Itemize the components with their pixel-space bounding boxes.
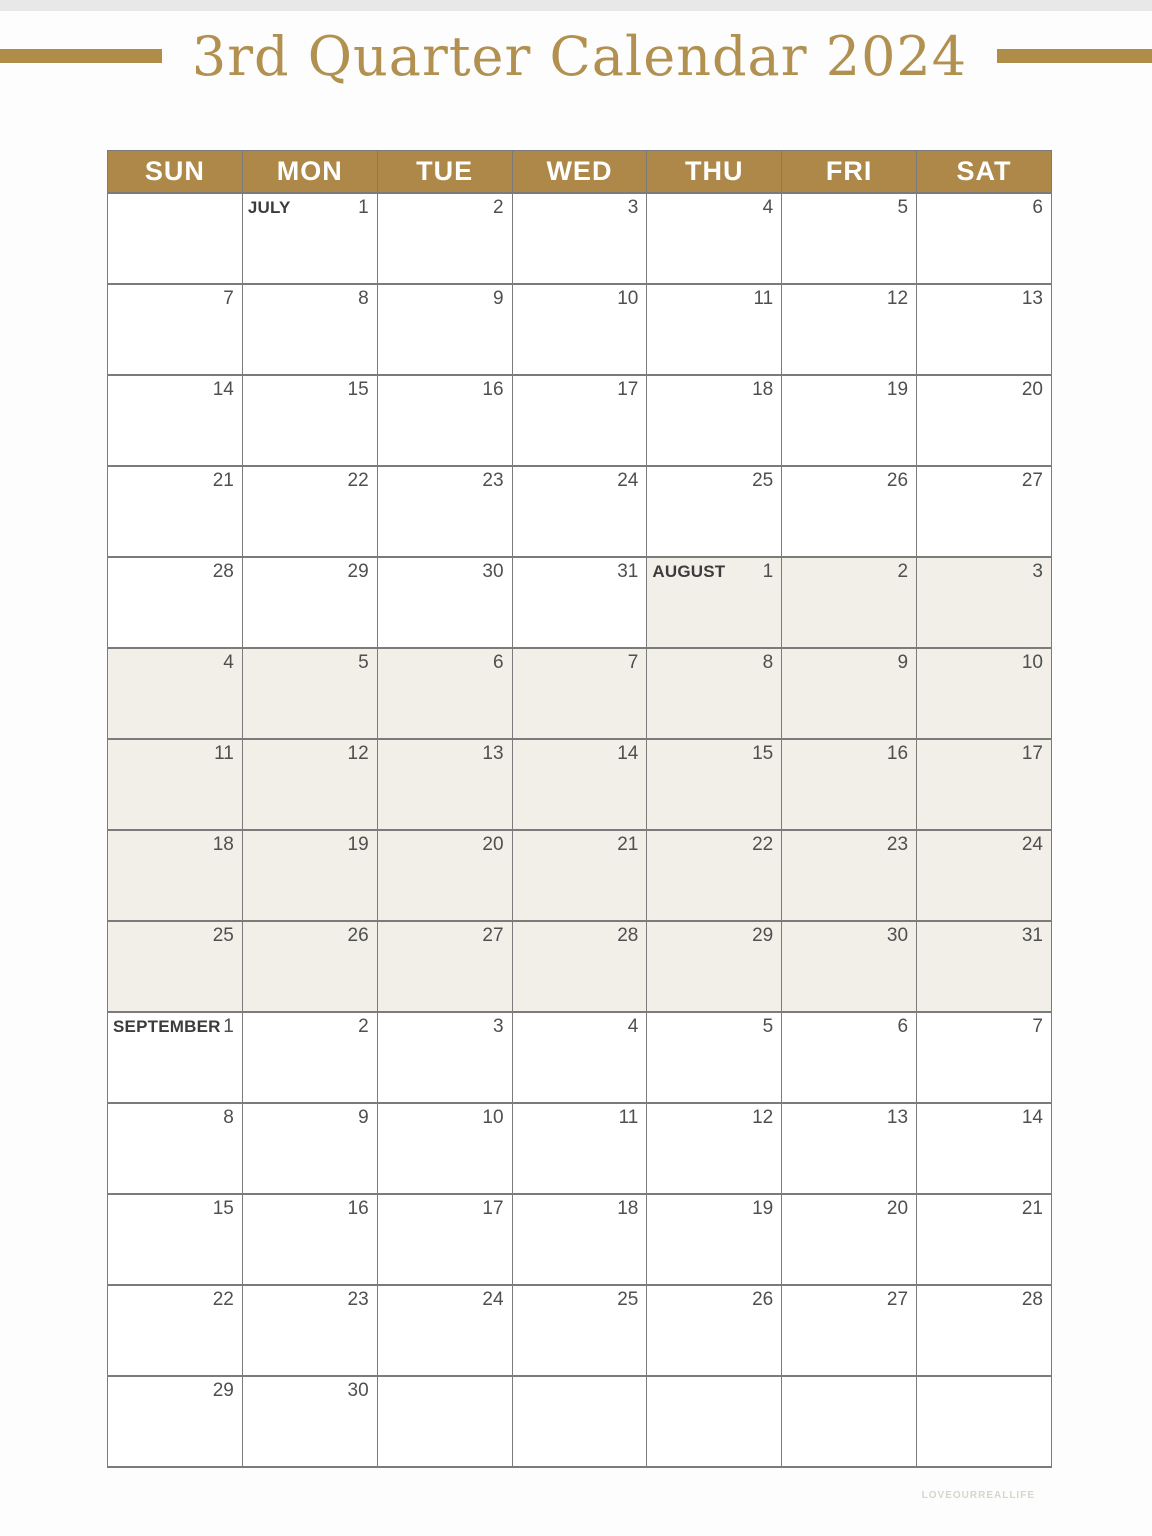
day-number: 29 bbox=[752, 924, 774, 946]
day-number: 30 bbox=[482, 560, 504, 582]
day-number: 25 bbox=[617, 1288, 639, 1310]
day-number: 3 bbox=[1032, 560, 1043, 582]
day-cell-20 bbox=[782, 1194, 917, 1285]
day-number: 26 bbox=[886, 469, 909, 491]
month-label-july: JULY bbox=[247, 197, 291, 217]
day-number: 4 bbox=[223, 651, 234, 673]
day-number: 8 bbox=[223, 1106, 234, 1128]
day-cell-august-1 bbox=[647, 557, 782, 648]
page-title: 3rd Quarter Calendar 2024 bbox=[191, 24, 968, 88]
day-number: 26 bbox=[347, 924, 369, 946]
day-number: 24 bbox=[482, 1288, 504, 1310]
day-cell-30 bbox=[377, 557, 512, 648]
day-cell-2 bbox=[782, 557, 917, 648]
day-cell-3 bbox=[917, 557, 1052, 648]
weekday-header-fri: FRI bbox=[782, 151, 917, 193]
day-number: 5 bbox=[897, 196, 909, 218]
day-number: 12 bbox=[752, 1106, 774, 1128]
day-number: 16 bbox=[482, 378, 504, 400]
day-number: 13 bbox=[1021, 287, 1043, 309]
day-cell-27 bbox=[782, 1285, 917, 1376]
week-row-1 bbox=[108, 193, 1052, 284]
day-number: 3 bbox=[492, 1015, 504, 1037]
day-number: 17 bbox=[482, 1197, 504, 1219]
day-cell-9 bbox=[377, 284, 512, 375]
day-number: 15 bbox=[212, 1197, 234, 1219]
day-number: 5 bbox=[762, 1015, 774, 1037]
day-cell-23 bbox=[377, 466, 512, 557]
day-number: 23 bbox=[482, 469, 504, 491]
day-number: 23 bbox=[347, 1288, 369, 1310]
day-cell-23 bbox=[242, 1285, 377, 1376]
day-cell-2 bbox=[377, 193, 512, 284]
day-number: 2 bbox=[492, 196, 504, 218]
week-row-8 bbox=[108, 830, 1052, 921]
day-number: 10 bbox=[617, 287, 639, 309]
day-number: 10 bbox=[1021, 651, 1043, 673]
day-number: 17 bbox=[1021, 742, 1043, 764]
page-top-strip bbox=[0, 0, 1152, 11]
day-cell-21 bbox=[108, 466, 243, 557]
day-cell-19 bbox=[782, 375, 917, 466]
day-cell-29 bbox=[647, 921, 782, 1012]
day-cell-6 bbox=[782, 1012, 917, 1103]
day-number: 8 bbox=[762, 651, 774, 673]
day-number: 20 bbox=[886, 1197, 909, 1219]
day-cell-12 bbox=[782, 284, 917, 375]
day-cell-15 bbox=[108, 1194, 243, 1285]
day-cell-6 bbox=[377, 648, 512, 739]
day-cell-empty bbox=[782, 1376, 917, 1467]
day-cell-17 bbox=[512, 375, 647, 466]
day-cell-18 bbox=[108, 830, 243, 921]
day-cell-13 bbox=[377, 739, 512, 830]
day-number: 15 bbox=[347, 378, 369, 400]
day-cell-30 bbox=[782, 921, 917, 1012]
day-number: 7 bbox=[1032, 1015, 1043, 1037]
day-number: 9 bbox=[897, 651, 909, 673]
day-number: 29 bbox=[212, 1379, 234, 1401]
day-number: 25 bbox=[212, 924, 234, 946]
week-row-4 bbox=[108, 466, 1052, 557]
day-number: 11 bbox=[753, 287, 774, 309]
weekday-header-mon: MON bbox=[242, 151, 377, 193]
day-cell-23 bbox=[782, 830, 917, 921]
day-cell-22 bbox=[108, 1285, 243, 1376]
week-row-3 bbox=[108, 375, 1052, 466]
weekday-header-sun: SUN bbox=[108, 151, 243, 193]
day-number: 2 bbox=[358, 1015, 369, 1037]
day-cell-31 bbox=[512, 557, 647, 648]
day-number: 28 bbox=[1021, 1288, 1043, 1310]
week-row-5 bbox=[108, 557, 1052, 648]
day-cell-31 bbox=[917, 921, 1052, 1012]
day-number: 19 bbox=[886, 378, 909, 400]
day-number: 31 bbox=[617, 560, 639, 582]
day-cell-8 bbox=[242, 284, 377, 375]
day-number: 15 bbox=[752, 742, 774, 764]
day-number: 24 bbox=[1021, 833, 1043, 855]
day-number: 21 bbox=[212, 469, 234, 491]
day-number: 25 bbox=[752, 469, 774, 491]
day-number: 10 bbox=[482, 1106, 504, 1128]
day-number: 26 bbox=[752, 1288, 774, 1310]
week-row-12 bbox=[108, 1194, 1052, 1285]
day-cell-25 bbox=[512, 1285, 647, 1376]
day-number: 8 bbox=[358, 287, 369, 309]
day-number: 11 bbox=[618, 1106, 639, 1128]
day-cell-empty bbox=[108, 193, 243, 284]
day-number: 4 bbox=[627, 1015, 639, 1037]
title-rule-right bbox=[997, 49, 1152, 63]
week-row-6 bbox=[108, 648, 1052, 739]
day-cell-4 bbox=[647, 193, 782, 284]
day-number: 28 bbox=[212, 560, 234, 582]
day-number: 11 bbox=[214, 742, 234, 764]
day-number: 14 bbox=[212, 378, 234, 400]
day-number: 14 bbox=[617, 742, 639, 764]
day-cell-25 bbox=[647, 466, 782, 557]
day-cell-4 bbox=[512, 1012, 647, 1103]
day-cell-september-1 bbox=[108, 1012, 243, 1103]
day-cell-17 bbox=[377, 1194, 512, 1285]
day-cell-9 bbox=[242, 1103, 377, 1194]
day-cell-10 bbox=[512, 284, 647, 375]
day-cell-28 bbox=[108, 557, 243, 648]
day-number: 2 bbox=[897, 560, 909, 582]
day-number: 6 bbox=[1032, 196, 1043, 218]
day-cell-14 bbox=[917, 1103, 1052, 1194]
day-cell-22 bbox=[647, 830, 782, 921]
day-number: 4 bbox=[762, 196, 774, 218]
day-cell-11 bbox=[512, 1103, 647, 1194]
day-cell-10 bbox=[917, 648, 1052, 739]
day-number: 5 bbox=[358, 651, 369, 673]
day-number: 18 bbox=[212, 833, 234, 855]
day-cell-27 bbox=[377, 921, 512, 1012]
day-number: 1 bbox=[762, 560, 774, 582]
day-cell-12 bbox=[242, 739, 377, 830]
day-number: 6 bbox=[492, 651, 504, 673]
day-cell-empty bbox=[647, 1376, 782, 1467]
weekday-header-row bbox=[108, 151, 1052, 193]
day-cell-14 bbox=[108, 375, 243, 466]
day-number: 23 bbox=[886, 833, 909, 855]
day-cell-30 bbox=[242, 1376, 377, 1467]
day-cell-empty bbox=[377, 1376, 512, 1467]
day-cell-5 bbox=[647, 1012, 782, 1103]
day-cell-3 bbox=[512, 193, 647, 284]
day-number: 6 bbox=[897, 1015, 909, 1037]
day-cell-8 bbox=[108, 1103, 243, 1194]
day-cell-22 bbox=[242, 466, 377, 557]
day-cell-2 bbox=[242, 1012, 377, 1103]
week-row-10 bbox=[108, 1012, 1052, 1103]
day-cell-24 bbox=[917, 830, 1052, 921]
day-cell-empty bbox=[512, 1376, 647, 1467]
day-cell-5 bbox=[242, 648, 377, 739]
day-number: 24 bbox=[617, 469, 639, 491]
weekday-header-thu: THU bbox=[647, 151, 782, 193]
day-cell-15 bbox=[647, 739, 782, 830]
week-row-7 bbox=[108, 739, 1052, 830]
day-number: 27 bbox=[886, 1288, 909, 1310]
day-cell-6 bbox=[917, 193, 1052, 284]
day-number: 14 bbox=[1021, 1106, 1043, 1128]
week-row-2 bbox=[108, 284, 1052, 375]
day-number: 22 bbox=[347, 469, 369, 491]
day-cell-26 bbox=[782, 466, 917, 557]
day-number: 3 bbox=[627, 196, 639, 218]
day-cell-20 bbox=[917, 375, 1052, 466]
day-cell-10 bbox=[377, 1103, 512, 1194]
day-cell-5 bbox=[782, 193, 917, 284]
day-number: 13 bbox=[482, 742, 504, 764]
weekday-header-wed: WED bbox=[512, 151, 647, 193]
day-cell-13 bbox=[917, 284, 1052, 375]
weekday-header-sat: SAT bbox=[917, 151, 1052, 193]
day-number: 21 bbox=[617, 833, 639, 855]
day-cell-empty bbox=[917, 1376, 1052, 1467]
day-cell-13 bbox=[782, 1103, 917, 1194]
day-cell-26 bbox=[647, 1285, 782, 1376]
day-cell-14 bbox=[512, 739, 647, 830]
day-cell-7 bbox=[108, 284, 243, 375]
day-number: 13 bbox=[886, 1106, 909, 1128]
day-number: 9 bbox=[358, 1106, 369, 1128]
day-number: 1 bbox=[223, 1015, 234, 1037]
day-cell-4 bbox=[108, 648, 243, 739]
day-number: 20 bbox=[1021, 378, 1043, 400]
title-rule-left bbox=[0, 49, 162, 63]
day-cell-20 bbox=[377, 830, 512, 921]
day-cell-11 bbox=[647, 284, 782, 375]
day-number: 31 bbox=[1021, 924, 1043, 946]
day-cell-29 bbox=[108, 1376, 243, 1467]
day-number: 28 bbox=[617, 924, 639, 946]
day-number: 7 bbox=[223, 287, 234, 309]
day-number: 29 bbox=[347, 560, 369, 582]
day-cell-28 bbox=[512, 921, 647, 1012]
day-cell-3 bbox=[377, 1012, 512, 1103]
day-cell-26 bbox=[242, 921, 377, 1012]
day-number: 16 bbox=[347, 1197, 369, 1219]
day-number: 12 bbox=[886, 287, 909, 309]
day-number: 21 bbox=[1021, 1197, 1043, 1219]
day-cell-24 bbox=[512, 466, 647, 557]
week-row-13 bbox=[108, 1285, 1052, 1376]
day-number: 27 bbox=[482, 924, 504, 946]
quarter-calendar-table bbox=[107, 150, 1052, 1468]
day-number: 18 bbox=[617, 1197, 639, 1219]
day-number: 30 bbox=[886, 924, 909, 946]
day-cell-27 bbox=[917, 466, 1052, 557]
week-row-14 bbox=[108, 1376, 1052, 1467]
weekday-header-tue: TUE bbox=[377, 151, 512, 193]
day-number: 20 bbox=[482, 833, 504, 855]
day-number: 16 bbox=[886, 742, 909, 764]
day-cell-12 bbox=[647, 1103, 782, 1194]
day-cell-18 bbox=[647, 375, 782, 466]
day-number: 27 bbox=[1021, 469, 1043, 491]
day-cell-25 bbox=[108, 921, 243, 1012]
week-row-11 bbox=[108, 1103, 1052, 1194]
day-number: 22 bbox=[752, 833, 774, 855]
day-cell-8 bbox=[647, 648, 782, 739]
day-cell-16 bbox=[242, 1194, 377, 1285]
month-label-august: AUGUST bbox=[652, 561, 726, 581]
day-number: 18 bbox=[752, 378, 774, 400]
day-number: 19 bbox=[752, 1197, 774, 1219]
day-number: 12 bbox=[347, 742, 369, 764]
day-number: 7 bbox=[627, 651, 639, 673]
day-cell-21 bbox=[512, 830, 647, 921]
day-cell-24 bbox=[377, 1285, 512, 1376]
day-number: 22 bbox=[212, 1288, 234, 1310]
day-number: 17 bbox=[617, 378, 639, 400]
day-cell-7 bbox=[917, 1012, 1052, 1103]
title-bar bbox=[0, 14, 1152, 98]
day-cell-9 bbox=[782, 648, 917, 739]
day-number: 9 bbox=[492, 287, 504, 309]
day-cell-18 bbox=[512, 1194, 647, 1285]
month-label-september: SEPTEMBER bbox=[113, 1016, 221, 1036]
watermark-text: LOVEOURREALLIFE bbox=[921, 1490, 1035, 1501]
calendar-body bbox=[108, 193, 1052, 1467]
day-cell-17 bbox=[917, 739, 1052, 830]
day-cell-11 bbox=[108, 739, 243, 830]
day-number: 30 bbox=[347, 1379, 369, 1401]
day-number: 1 bbox=[358, 196, 369, 218]
day-cell-7 bbox=[512, 648, 647, 739]
day-cell-july-1 bbox=[242, 193, 377, 284]
week-row-9 bbox=[108, 921, 1052, 1012]
day-cell-19 bbox=[242, 830, 377, 921]
day-cell-21 bbox=[917, 1194, 1052, 1285]
day-cell-16 bbox=[782, 739, 917, 830]
day-number: 19 bbox=[347, 833, 369, 855]
day-cell-15 bbox=[242, 375, 377, 466]
day-cell-29 bbox=[242, 557, 377, 648]
day-cell-19 bbox=[647, 1194, 782, 1285]
day-cell-16 bbox=[377, 375, 512, 466]
day-cell-28 bbox=[917, 1285, 1052, 1376]
